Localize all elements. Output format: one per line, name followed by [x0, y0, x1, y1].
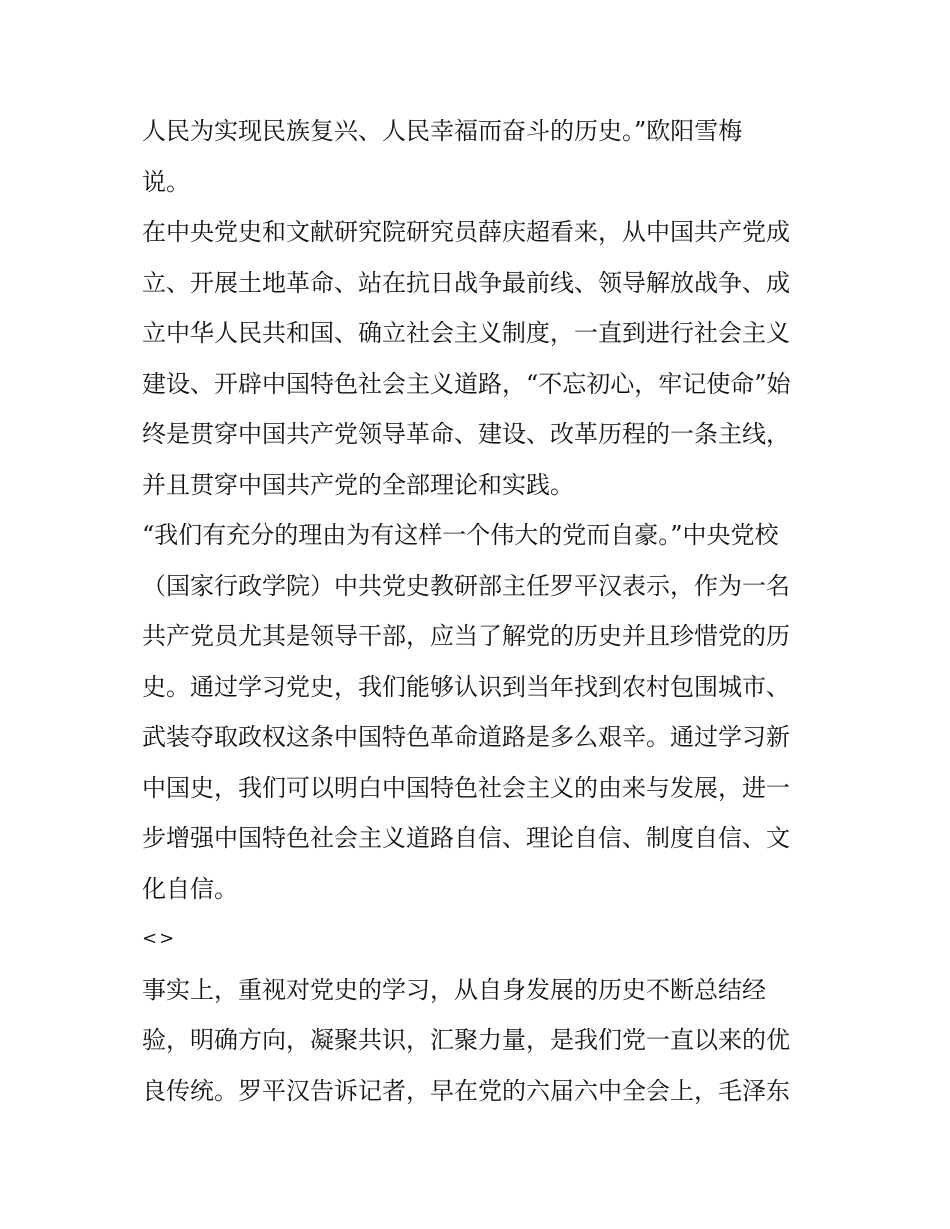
text-line: 人民为实现民族复兴、人民幸福而奋斗的历史。”欧阳雪梅 — [142, 117, 743, 145]
text-line: 验，明确方向，凝聚共识，汇聚力量，是我们党一直以来的优 — [142, 1026, 790, 1054]
text-line: 终是贯穿中国共产党领导革命、建设、改革历程的一条主线， — [142, 420, 790, 448]
text-line: 立、开展土地革命、站在抗日战争最前线、领导解放战争、成 — [142, 268, 790, 297]
text-line: 事实上，重视对党史的学习，从自身发展的历史不断总结经 — [142, 975, 766, 1004]
text-line: “我们有充分的理由为有这样一个伟大的党而自豪。”中央党校 — [142, 521, 779, 549]
text-line: 中国史，我们可以明白中国特色社会主义的由来与发展，进一 — [142, 773, 790, 802]
body-text — [142, 106, 822, 1116]
section-marker: <> — [142, 928, 177, 949]
text-line: 良传统。罗平汉告诉记者，早在党的六届六中全会上，毛泽东 — [142, 1076, 790, 1105]
text-line: 武装夺取政权这条中国特色革命道路是多么艰辛。通过学习新 — [142, 723, 790, 751]
text-line: 在中央党史和文献研究院研究员薛庆超看来，从中国共产党成 — [142, 218, 790, 246]
text-line: 立中华人民共和国、确立社会主义制度，一直到进行社会主义 — [142, 319, 790, 347]
text-line: 步增强中国特色社会主义道路自信、理论自信、制度自信、文 — [142, 824, 790, 852]
text-line: 共产党员尤其是领导干部，应当了解党的历史并且珍惜党的历 — [142, 622, 790, 650]
text-line: 并且贯穿中国共产党的全部理论和实践。 — [142, 470, 574, 499]
text-line: 史。通过学习党史，我们能够认识到当年找到农村包围城市、 — [142, 672, 790, 701]
text-line: 化自信。 — [142, 874, 238, 903]
text-line: 建设、开辟中国特色社会主义道路，“不忘初心，牢记使命”始 — [142, 369, 791, 398]
text-line: （国家行政学院）中共党史教研部主任罗平汉表示，作为一名 — [142, 571, 790, 600]
text-line: 说。 — [142, 167, 190, 196]
